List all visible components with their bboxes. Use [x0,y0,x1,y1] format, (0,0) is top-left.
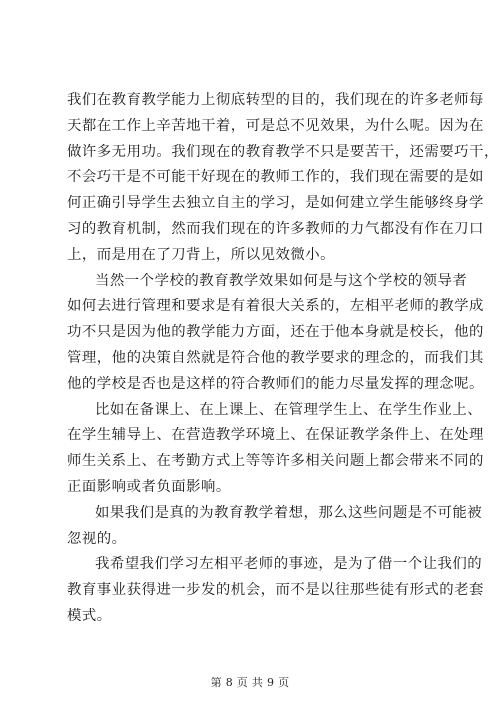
text-line: 忽视的。 [67,530,127,547]
text-line: 天都在工作上辛苦地干着，可是总不见效果，为什么呢。因为在 [67,117,484,134]
text-line: 比如在备课上、在上课上、在管理学生上、在学生作业上、 [95,401,483,418]
text-line: 我们在教育教学能力上彻底转型的目的，我们现在的许多老师每 [67,92,484,108]
text-line: 何正确引导学生去独立自主的学习，是如何建立学生能够终身学 [67,195,484,212]
text-line: 上，而是用在了刀背上，所以见效微小。 [67,246,336,263]
paragraph-2 [67,269,484,398]
paragraph-1 [67,88,499,269]
text-line: 我希望我们学习左相平老师的事迹，是为了借一个让我们的 [95,556,483,573]
text-line: 他的学校是否也是这样的符合教师们的能力尽量发挥的理念呢。 [67,375,484,392]
text-line: 正面影响或者负面影响。 [67,478,231,495]
paragraph-5 [67,552,484,629]
text-line: 当然一个学校的教育教学效果如何是与这个学校的领导者 [95,272,468,289]
body-text [67,88,499,630]
text-line: 如何去进行管理和要求是有着很大关系的，左相平老师的教学成 [67,298,484,315]
paragraph-4 [67,501,483,553]
text-line: 习的教育机制，然而我们现在的许多教师的力气都没有作在刀口 [67,220,484,237]
text-line: 不会巧干是不可能干好现在的教师工作的，我们现在需要的是如 [67,169,484,186]
text-line: 教育事业获得进一步发的机会，而不是以往那些徒有形式的老套 [67,582,484,599]
text-line: 模式。 [67,607,112,624]
text-line: 做许多无用功。我们现在的教育教学不只是要苦干，还需要巧干， [67,143,499,160]
text-line: 在学生辅导上、在营造教学环境上、在保证教学条件上、在处理 [67,427,484,444]
text-line: 师生关系上、在考勤方式上等等许多相关问题上都会带来不同的 [67,453,484,470]
text-line: 管理，他的决策自然就是符合他的教学要求的理念的，而我们其 [67,349,484,366]
paragraph-3 [67,398,484,501]
page-number-footer: 第 8 页 共 9 页 [210,676,290,689]
text-line: 如果我们是真的为教育教学着想，那么这些问题是不可能被 [95,504,483,521]
text-line: 功不只是因为他的教学能力方面，还在于他本身就是校长，他的 [67,324,484,341]
